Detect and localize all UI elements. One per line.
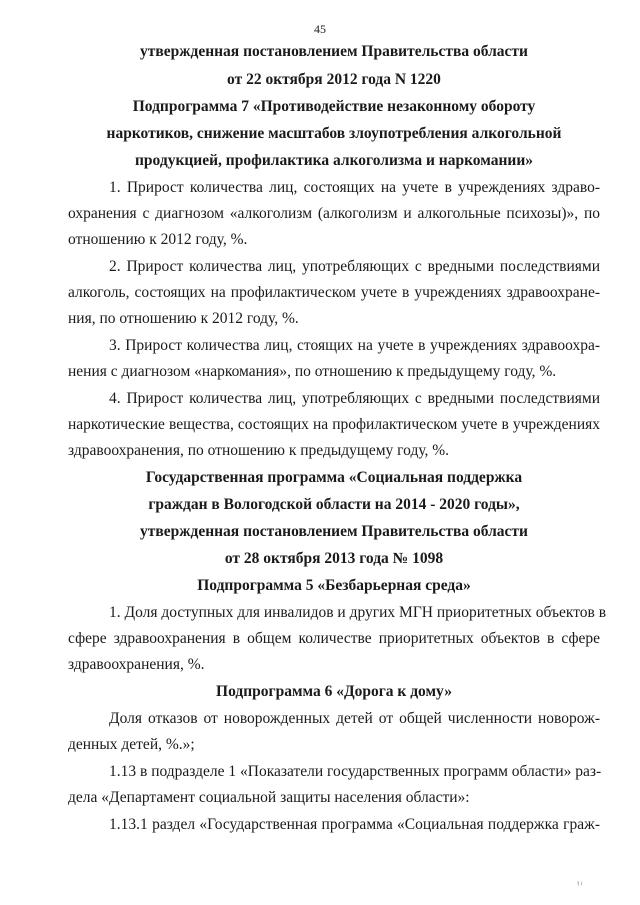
paragraph-line: здравоохранения, %.: [68, 656, 205, 673]
paragraph-line: алкоголь, состоящих на профилактическом учете в учреждениях здравоохране-: [68, 284, 600, 301]
paragraph-line: нения с диагнозом «наркомания», по отношению к предыдущему году, %.: [68, 363, 557, 380]
paragraph-line: 1.13.1 раздел «Государственная программа «Социальная поддержка граж-: [109, 816, 600, 833]
paragraph-line: 1. Доля доступных для инвалидов и других МГН приоритетных объектов в: [109, 604, 607, 621]
heading-line: продукцией, профилактика алкоголизма и наркомании»: [135, 152, 533, 169]
corner-mark: '( i: [576, 882, 582, 887]
heading-line: наркотиков, снижение масштабов злоупотребления алкогольной: [106, 125, 562, 142]
paragraph-line: денных детей, %.»;: [68, 736, 195, 753]
heading-line: от 28 октября 2013 года № 1098: [224, 550, 444, 567]
page-number: 45: [314, 22, 326, 36]
paragraph-line: дела «Департамент социальной защиты населения области»:: [68, 789, 470, 806]
heading-line: от 22 октября 2012 года N 1220: [227, 71, 441, 88]
paragraph-line: 2. Прирост количества лиц, употребляющих с вредными последствиями: [109, 258, 600, 275]
paragraph-line: ния, по отношению к 2012 году, %.: [68, 310, 299, 327]
heading-line: Государственная программа «Социальная поддержка: [145, 469, 523, 486]
paragraph-line: 3. Прирост количества лиц, стоящих на учете в учреждениях здравоохра-: [109, 337, 600, 354]
heading-line: утвержденная постановлением Правительства области: [140, 523, 528, 540]
paragraph-line: 1.13 в подразделе 1 «Показатели государственных программ области» раз-: [109, 763, 602, 780]
paragraph-line: наркотические вещества, состоящих на профилактическом учете в учреждениях: [68, 416, 600, 433]
heading-line: граждан в Вологодской области на 2014 - 2020 годы»,: [148, 496, 520, 513]
paragraph-line: 1. Прирост количества лиц, состоящих на учете в учреждениях здраво-: [109, 179, 600, 196]
paragraph-line: отношению к 2012 году, %.: [68, 231, 248, 248]
paragraph-line: 4. Прирост количества лиц, употребляющих с вредными последствиями: [109, 390, 600, 407]
paragraph-line: сфере здравоохранения в общем количестве приоритетных объектов в сфере: [68, 630, 600, 647]
heading-line: Подпрограмма 5 «Безбарьерная среда»: [197, 577, 471, 594]
paragraph-line: Доля отказов от новорожденных детей от общей численности новорож-: [109, 710, 600, 727]
paragraph-line: охранения с диагнозом «алкоголизм (алкоголизм и алкогольные психозы)», по: [68, 205, 600, 222]
heading-line: Подпрограмма 6 «Дорога к дому»: [216, 683, 452, 700]
heading-line: Подпрограмма 7 «Противодействие незаконному обороту: [132, 98, 536, 115]
heading-line: утвержденная постановлением Правительства области: [140, 43, 528, 60]
paragraph-line: здравоохранения, по отношению к предыдущему году, %.: [68, 442, 450, 459]
